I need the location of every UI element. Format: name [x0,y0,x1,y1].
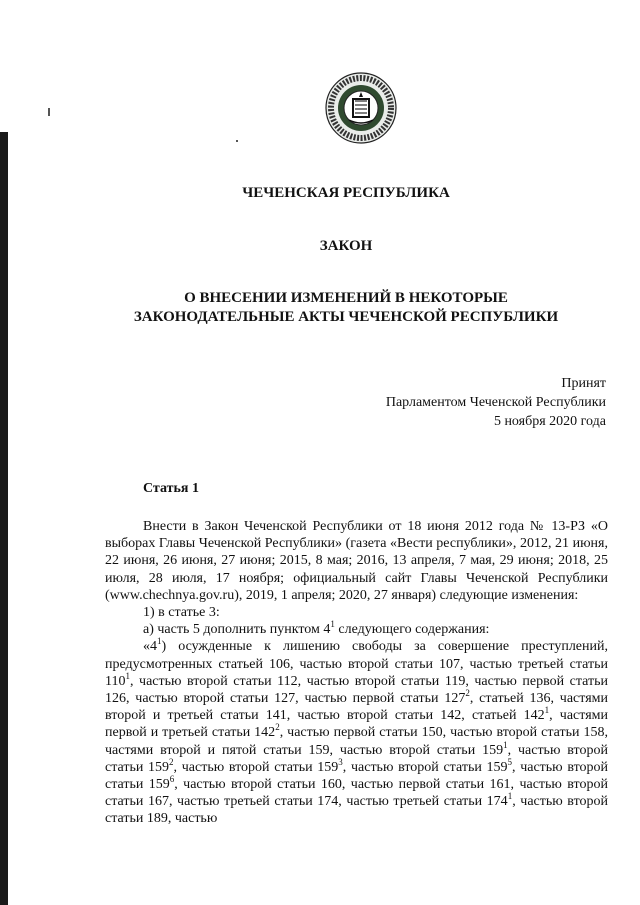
law-title-line2: ЗАКОНОДАТЕЛЬНЫЕ АКТЫ ЧЕЧЕНСКОЙ РЕСПУБЛИКИ [133,309,559,325]
scan-dot [236,140,238,142]
law-title [0,289,640,327]
article-body [105,518,608,828]
adoption-line1: Принят [561,376,606,391]
paragraph-item-a: а) часть 5 дополнить пунктом $4^1$ следующего содержания: [143,619,490,638]
paragraph-intro: Внести в Закон Чеченской Республики от 18 июня 2012 года № 13-РЗ «О выборах Главы Чеченской Республики» (газета «Вести республики», 2012, 21 июня, 22 июня, 26 июня, 27 июня; 2015, 8 мая; 2016, 13 апреля, 7 мая, 29 июня; 2018, 25 июля, 28 июля, 17 ноября; официальный сайт Главы Чеченской Республики (www.chechnya.gov.ru), 2019, 1 апреля; 2020, 27 января) следующие изменения: [105,519,608,603]
coat-of-arms-chechnya-icon [325,72,397,144]
adoption-block [306,374,606,431]
article-heading: Статья 1 [143,481,199,496]
scan-mark [48,108,50,116]
paragraph-item-1: 1) в статье 3: [143,605,220,621]
paragraph-quote: «$4^1$) осужденные к лишению свободы за совершение преступлений, предусмотренных статьей 106, частью второй статьи 107, частью третьей статьи $110^1$, частью второй статьи 112, частью второй статьи 119, частью первой статьи 126, частью второй статьи 127, частью первой статьи $127^2$, статьей 136, частями второй и третьей статьи 141, частью второй статьи 142, статьей $142^1$, частями первой и третьей статьи $142^2$, частью первой статьи 150, частью второй статьи 158, частями второй и пятой статьи 159, частью второй статьи $159^1$, частью второй статьи $159^2$, частью второй статьи $159^3$, частью второй статьи $159^5$, частью второй статьи $159^6$, частью второй статьи 160, частью первой статьи 161, частью второй статьи 167, частью третьей статьи 174, частью третьей статьи $174^1$, частью второй статьи 189, частью [105,636,609,827]
law-title-line1: О ВНЕСЕНИИ ИЗМЕНЕНИЙ В НЕКОТОРЫЕ [184,290,508,306]
adoption-date: 5 ноября 2020 года [493,414,606,429]
document-type-heading: ЗАКОН [319,238,373,254]
republic-heading: ЧЕЧЕНСКАЯ РЕСПУБЛИКА [242,185,450,201]
adoption-line2: Парламентом Чеченской Республики [385,395,606,410]
